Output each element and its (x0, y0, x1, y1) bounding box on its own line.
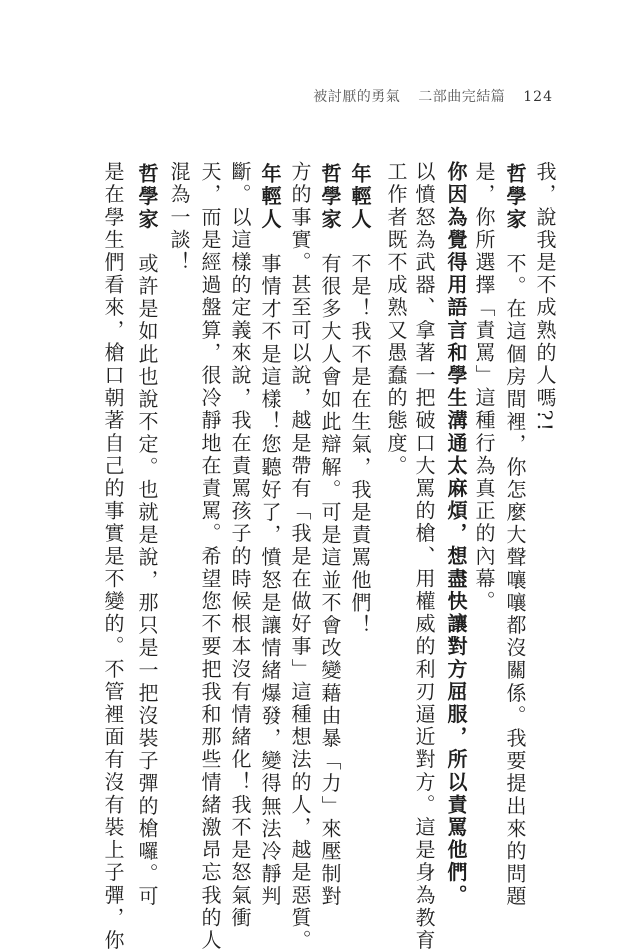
text-column-2 (502, 163, 528, 908)
column-text: 是，你所選擇「責罵」這種行為真正的內幕。 (472, 161, 496, 613)
column-text: 不。在這個房間裡，你怎麼大聲嚷嚷都沒關係。我要提出來的問題 (503, 252, 527, 909)
column-text: 不是！我不是在生氣，我是責罵他們！ (348, 252, 372, 638)
text-column-4 (443, 161, 469, 907)
text-column-6 (383, 161, 409, 477)
vertical-text-body (100, 161, 560, 952)
column-text: 有很多大人會如此辯解。可是這並不會改變藉由暴「力」來壓制對 (318, 252, 342, 909)
column-text: 天，而是經過盤算，很冷靜地在責罵。希望您不要把我和那些情緒激昂忘我的人 (198, 161, 222, 952)
book-title: 被討厭的勇氣 (313, 89, 401, 105)
text-column-11 (227, 161, 253, 929)
column-text: 方的事實。甚至可以說，越是帶有「我是在做好事」這種想法的人，越是惡質。 (288, 161, 312, 952)
page-number: 124 (523, 89, 553, 105)
text-column-5 (411, 161, 437, 952)
column-text: 或許是如此也說不定。也就是說，那只是一把沒裝子彈的槍囉。可 (135, 252, 159, 909)
text-column-3 (471, 161, 497, 613)
text-column-8 (317, 163, 343, 908)
text-column-12 (197, 161, 223, 952)
column-text: 混為一談！ (167, 161, 191, 274)
text-column-1 (532, 161, 558, 434)
column-text: 是在學生們看來，槍口朝著自己的事實是不變的。不管裡面有沒有裝上子彈，你 (101, 161, 125, 952)
column-text: 斷。以這樣的定義來說，我在責罵孩子的時候根本沒有情緒化！我不是怒氣衝 (228, 161, 252, 930)
running-header (313, 86, 553, 106)
speaker-philosopher: 哲學家 (135, 163, 159, 231)
speaker-youth: 年輕人 (258, 163, 282, 231)
column-text: 以憤怒為武器、拿著一把破口大罵的槍、用權威的利刃逼近對方。這是身為教育 (412, 161, 436, 952)
column-text-bold: 你因為覺得用語言和學生溝通太麻煩，想盡快讓對方屈服，所以責罵他們。 (444, 161, 468, 907)
speaker-philosopher: 哲學家 (503, 163, 527, 231)
book-subtitle: 二部曲完結篇 (418, 89, 506, 105)
text-column-9 (287, 161, 313, 952)
text-column-15 (100, 161, 126, 952)
text-column-13 (166, 161, 192, 274)
column-text: 事情才不是這樣！您聽好了，憤怒是讓情緒爆發，變得無法冷靜判 (258, 252, 282, 909)
text-column-10 (257, 163, 283, 908)
column-text: 我，說我是不成熟的人嗎?! (533, 161, 557, 434)
speaker-philosopher: 哲學家 (318, 163, 342, 231)
column-text: 工作者既不成熟又愚蠢的態度。 (384, 161, 408, 478)
text-column-14 (134, 163, 160, 908)
speaker-youth: 年輕人 (348, 163, 372, 231)
text-column-7 (347, 163, 373, 637)
